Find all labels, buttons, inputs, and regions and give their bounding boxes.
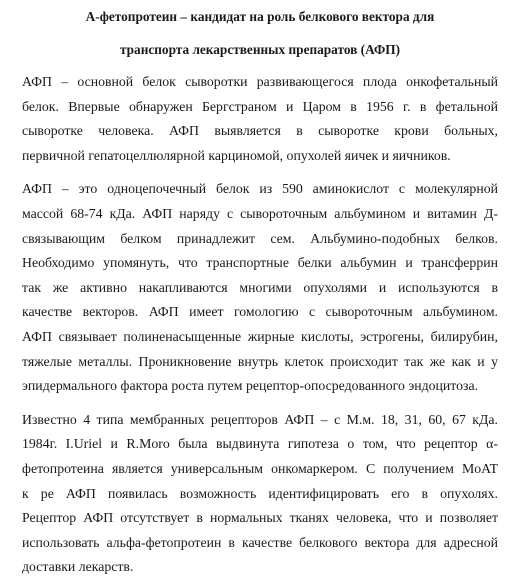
text-line: эпидермального фактора роста путем рецептор-опосредованного эндоцитоза. xyxy=(22,378,479,394)
text-line: связывающим белком принадлежит сем. Альбумино-подобных белков. xyxy=(22,230,498,246)
paragraph-3 xyxy=(22,408,498,580)
text-line: доставки лекарств. xyxy=(22,559,134,575)
text-line: Известно 4 типа мембранных рецепторов АФП – с М.м. 18, 31, 60, 67 кДа. xyxy=(22,411,498,427)
title-line-1: А-фетопротеин – кандидат на роль белкового вектора для xyxy=(85,9,435,24)
document-title xyxy=(22,0,498,66)
title-line-2: транспорта лекарственных препаратов (АФП) xyxy=(119,42,401,57)
text-line: сыворотке человека. АФП выявляется в сыворотке крови больных, xyxy=(22,123,498,139)
text-line: тяжелые металлы. Проникновение внутрь клеток происходит так же как и у xyxy=(22,353,498,369)
text-line: так же активно накапливаются многими опухолями и используются в xyxy=(22,279,498,295)
text-line: АФП – основной белок сыворотки развивающегося плода онкофетальный xyxy=(22,74,498,89)
text-line: первичной гепатоцеллюлярной карциномой, опухолей яичек и яичников. xyxy=(22,147,451,163)
text-line: Необходимо упомянуть, что транспортные белки альбумин и трансферрин xyxy=(22,255,498,271)
text-line: АФП – это одноцепочечный белок из 590 аминокислот с молекулярной xyxy=(22,181,498,197)
text-line: качестве векторов. АФП имеет гомологию с сывороточным альбумином. xyxy=(22,304,498,320)
text-line: массой 68-74 кДа. АФП наряду с сывороточным альбумином и витамин Д- xyxy=(22,205,498,221)
text-line: 1984г. I.Uriel и R.Moro была выдвинута гипотеза о том, что рецептор α- xyxy=(22,436,498,452)
paragraph-2 xyxy=(22,177,498,398)
paragraph-1 xyxy=(22,70,498,168)
text-line: к ре АФП появилась возможность идентифицировать его в опухолях. xyxy=(22,485,498,501)
text-line: белок. Впервые обнаружен Бергстраном и Царом в 1956 г. в фетальной xyxy=(22,98,498,114)
text-line: Рецептор АФП отсутствует в нормальных тканях человека, что и позволяет xyxy=(22,510,498,526)
text-line: использовать альфа-фетопротеин в качестве белкового вектора для адресной xyxy=(22,534,498,550)
text-line: АФП связывает полиненасыщенные жирные кислоты, эстрогены, билирубин, xyxy=(22,328,498,344)
document-page xyxy=(22,0,498,580)
text-line: фетопротеина является универсальным онкомаркером. С получением MoAT xyxy=(22,460,498,476)
